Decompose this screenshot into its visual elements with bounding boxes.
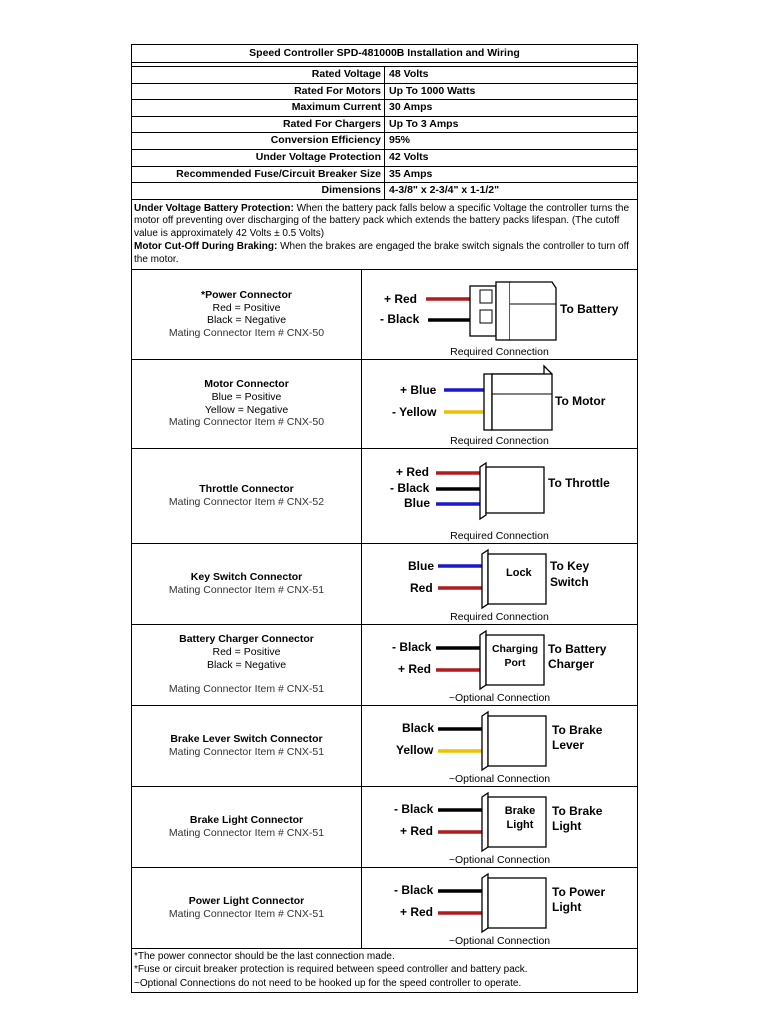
target-label: Light: [552, 818, 582, 833]
target-label: Lever: [552, 737, 585, 752]
spec-label: Dimensions: [132, 183, 385, 199]
connection-status: Required Connection: [450, 610, 549, 623]
target-label: To Motor: [555, 393, 606, 408]
wire-label: Yellow: [396, 742, 434, 757]
connector-name: Brake Lever Switch Connector: [170, 733, 323, 746]
connector-diagram: [362, 868, 637, 948]
negative-note: Yellow = Negative: [204, 403, 289, 416]
connector-name: Battery Charger Connector: [179, 633, 314, 646]
target-label: To Power: [552, 884, 606, 899]
target-label: Switch: [550, 574, 589, 589]
target-label: To Battery: [548, 641, 607, 656]
connection-status: ~Optional Connection: [448, 772, 551, 785]
target-label: To Brake: [552, 722, 603, 737]
spec-row: [132, 100, 637, 117]
mating-plug-body: [492, 374, 552, 430]
plug-housing: [482, 793, 488, 851]
connection-status: ~Optional Connection: [448, 853, 551, 866]
connector-name: Brake Light Connector: [189, 814, 304, 827]
positive-note: Red = Positive: [212, 301, 281, 314]
mating-item: Mating Connector Item # CNX-51: [168, 907, 325, 920]
plug-housing: [480, 631, 486, 689]
connector-info: [132, 787, 362, 867]
spec-label: Rated For Motors: [132, 84, 385, 100]
wire-label: + Red: [396, 464, 430, 479]
connector-info: [132, 360, 362, 448]
connection-status: ~Optional Connection: [448, 691, 551, 704]
brake-heading: Motor Cut-Off During Braking:: [134, 240, 278, 252]
spec-value: Up To 3 Amps: [389, 117, 459, 130]
light-label: Brake: [504, 804, 536, 817]
wire-label: - Black: [380, 311, 420, 326]
port-label: Charging: [491, 642, 539, 655]
spec-label: Maximum Current: [132, 100, 385, 116]
spec-value: 42 Volts: [389, 150, 429, 163]
connector-info: [132, 868, 362, 948]
charger-connector-row: [132, 625, 637, 706]
mating-item: Mating Connector Item # CNX-51: [168, 683, 325, 696]
positive-note: Blue = Positive: [211, 391, 282, 404]
mating-plug-body: [488, 554, 546, 604]
wire-label: - Black: [390, 480, 430, 495]
positive-note: Red = Positive: [212, 646, 281, 659]
mating-plug-body: [510, 282, 556, 340]
wire-label: - Black: [394, 801, 434, 816]
plug-housing: [482, 874, 488, 932]
uv-heading: Under Voltage Battery Protection:: [134, 202, 294, 214]
wire-label: + Red: [400, 823, 434, 838]
connector-diagram: [362, 706, 637, 786]
wire-label: + Red: [398, 661, 432, 676]
connection-status: Required Connection: [450, 345, 549, 358]
wire-label: Black: [402, 720, 435, 735]
light-label: Light: [506, 818, 534, 831]
mating-item: Mating Connector Item # CNX-50: [168, 416, 325, 429]
footer-note: *The power connector should be the last connection made.: [134, 950, 395, 962]
wire-label: Red: [410, 580, 433, 595]
plug-pin: [480, 310, 492, 323]
wire-label: - Black: [394, 882, 434, 897]
connector-name: Power Light Connector: [188, 895, 305, 908]
spec-row: [132, 84, 637, 101]
wire-label: Blue: [404, 495, 431, 510]
footer-note: *Fuse or circuit breaker protection is required between speed controller and battery pack.: [134, 964, 528, 976]
connection-status: ~Optional Connection: [448, 934, 551, 947]
spec-value: Up To 1000 Watts: [389, 84, 476, 97]
connection-status: Required Connection: [450, 434, 549, 447]
mating-item: Mating Connector Item # CNX-51: [168, 826, 325, 839]
mating-plug: [496, 282, 510, 340]
spec-row: [132, 167, 637, 184]
spec-label: Rated Voltage: [132, 67, 385, 83]
wire-label: - Black: [392, 639, 432, 654]
connector-diagram: [362, 544, 637, 624]
page-title: Speed Controller SPD-481000B Installation and Wiring: [132, 45, 637, 63]
target-label: To Key: [550, 558, 590, 573]
negative-note: Black = Negative: [206, 658, 287, 671]
connector-diagram: [362, 270, 637, 359]
spec-label: Under Voltage Protection: [132, 150, 385, 166]
power-light-connector-row: [132, 868, 637, 949]
connector-info: [132, 270, 362, 359]
mating-item: Mating Connector Item # CNX-51: [168, 745, 325, 758]
mating-plug-body: [486, 467, 544, 513]
negative-note: Black = Negative: [206, 314, 287, 327]
plug-housing: [484, 374, 492, 430]
plug-housing: [482, 712, 488, 770]
spec-row: [132, 117, 637, 134]
wire-label: Blue: [408, 558, 435, 573]
connector-diagram: [362, 625, 637, 705]
connector-info: [132, 706, 362, 786]
plug-housing: [480, 463, 486, 519]
spec-value: 95%: [389, 134, 411, 147]
spec-value: 48 Volts: [389, 68, 429, 80]
spec-label: Conversion Efficiency: [132, 133, 385, 149]
spec-row: [132, 67, 637, 84]
key-switch-connector-row: [132, 544, 637, 625]
connector-name: Key Switch Connector: [190, 571, 303, 584]
plug-pin: [480, 290, 492, 303]
connector-name: *Power Connector: [200, 288, 292, 301]
brake-text: When the brakes are engaged the brake switch signals the controller to turn off the motor.: [134, 240, 629, 265]
switch-label: Lock: [506, 566, 532, 579]
connector-name: Throttle Connector: [199, 483, 294, 496]
power-connector-row: [132, 270, 637, 360]
connector-diagram: [362, 360, 637, 448]
connector-diagram: [362, 787, 637, 867]
plug-housing: [482, 550, 488, 608]
connector-info: [132, 625, 362, 705]
connector-info: [132, 544, 362, 624]
wire-label: + Red: [384, 291, 418, 306]
mating-item: Mating Connector Item # CNX-51: [168, 583, 325, 596]
spec-table: [132, 67, 637, 200]
target-label: Light: [552, 899, 582, 914]
brake-lever-connector-row: [132, 706, 637, 787]
footer-notes: [132, 949, 637, 993]
wire-label: - Yellow: [392, 404, 437, 419]
wire-label: + Blue: [400, 382, 437, 397]
target-label: To Brake: [552, 803, 603, 818]
port-label: Port: [504, 656, 526, 669]
spec-label: Rated For Chargers: [132, 117, 385, 133]
spec-row: [132, 150, 637, 167]
motor-connector-row: [132, 360, 637, 449]
footer-note: ~Optional Connections do not need to be hooked up for the speed controller to operate.: [134, 977, 522, 989]
spec-row: [132, 133, 637, 150]
spec-row: [132, 183, 637, 199]
connector-diagram: [362, 449, 637, 543]
throttle-connector-row: [132, 449, 637, 544]
brake-light-connector-row: [132, 787, 637, 868]
uv-text: When the battery pack falls below a specific Voltage the controller turns the motor off preventing over discharging of the battery pack which extends the battery packs lifespan. (The cutoff value is approximately 42 Volts ± 0.5 Volts): [134, 202, 630, 240]
target-label: Charger: [548, 656, 595, 671]
spec-value: 35 Amps: [389, 167, 433, 180]
target-label: To Battery: [560, 301, 619, 316]
connection-status: Required Connection: [450, 529, 549, 542]
mating-plug-body: [488, 716, 546, 766]
spec-value: 30 Amps: [389, 101, 433, 114]
target-label: To Throttle: [548, 475, 610, 490]
mating-plug-body: [488, 878, 546, 928]
wire-label: + Red: [400, 904, 434, 919]
mating-item: Mating Connector Item # CNX-50: [168, 326, 325, 339]
protection-notes: [132, 200, 637, 270]
spec-value: 4-3/8" x 2-3/4" x 1-1/2": [389, 184, 500, 197]
latch: [492, 366, 552, 374]
connector-info: [132, 449, 362, 543]
spec-label: Recommended Fuse/Circuit Breaker Size: [132, 167, 385, 183]
wiring-sheet: [131, 44, 638, 993]
connector-name: Motor Connector: [204, 378, 289, 391]
mating-item: Mating Connector Item # CNX-52: [168, 495, 325, 508]
